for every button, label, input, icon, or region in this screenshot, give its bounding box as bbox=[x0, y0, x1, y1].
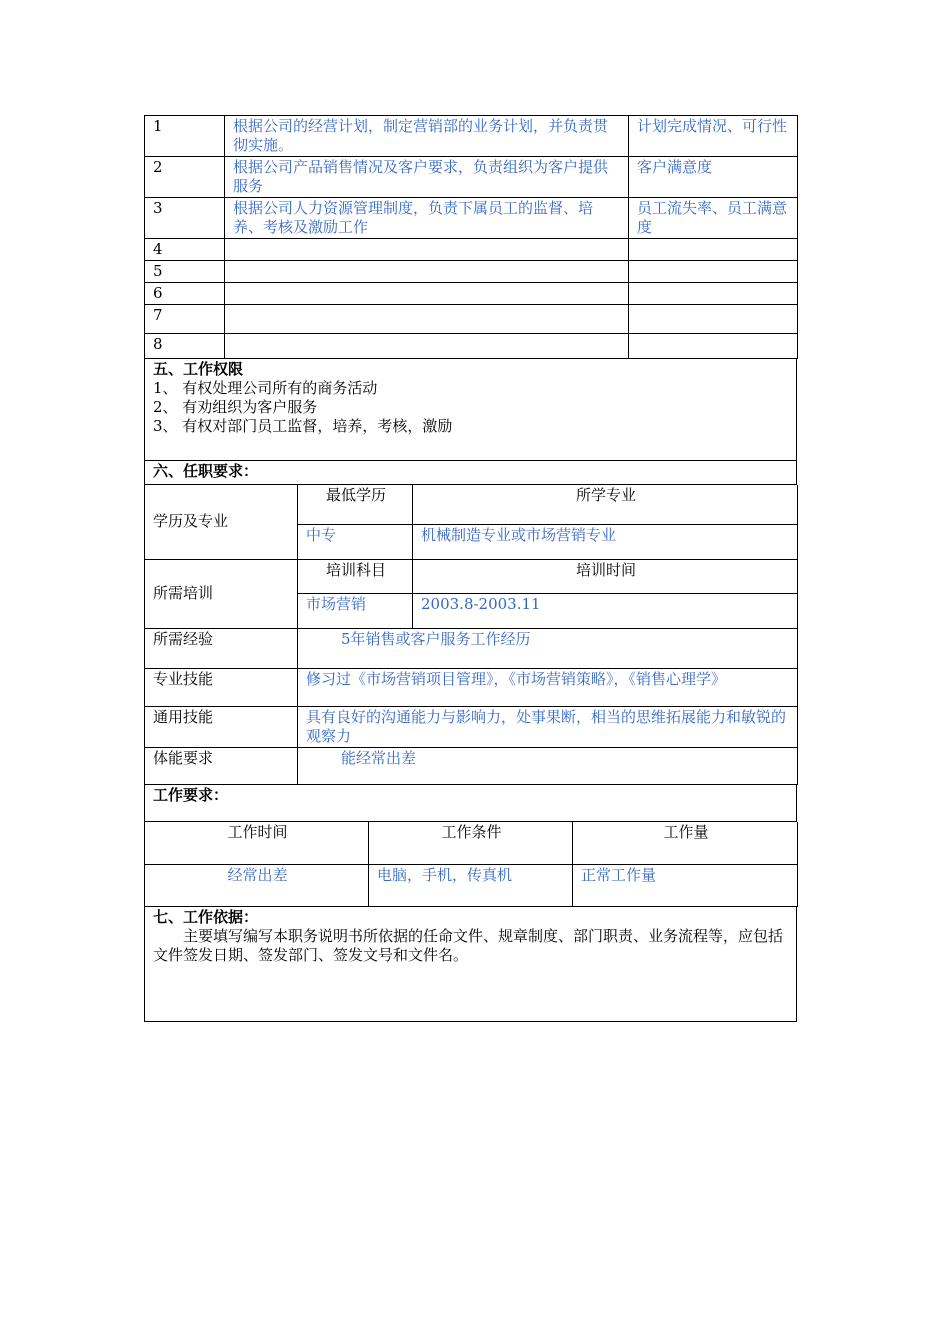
table-row bbox=[145, 283, 798, 305]
table-row bbox=[145, 668, 798, 706]
duty-content: 根据公司人力资源管理制度，负责下属员工的监督、培养、考核及激励工作 bbox=[225, 198, 629, 239]
table-row bbox=[145, 198, 798, 239]
table-row bbox=[145, 485, 798, 524]
basis-section bbox=[144, 907, 797, 1023]
duty-metric bbox=[629, 239, 798, 261]
duty-content: 根据公司产品销售情况及客户要求，负责组织为客户提供服务 bbox=[225, 157, 629, 198]
training-header-period: 培训时间 bbox=[413, 559, 798, 593]
work-requirements-title: 工作要求： bbox=[145, 785, 797, 822]
duty-content bbox=[225, 261, 629, 283]
table-row bbox=[145, 305, 798, 334]
requirements-table bbox=[144, 485, 798, 785]
duty-metric: 客户满意度 bbox=[629, 157, 798, 198]
duty-number: 1 bbox=[145, 116, 225, 157]
duty-content bbox=[225, 305, 629, 334]
table-row bbox=[145, 747, 798, 784]
authority-section bbox=[144, 359, 797, 461]
duty-number: 6 bbox=[145, 283, 225, 305]
requirements-title: 六、任职要求： bbox=[145, 461, 797, 485]
table-row bbox=[145, 239, 798, 261]
training-subject: 市场营销 bbox=[298, 593, 413, 628]
table-row bbox=[145, 116, 798, 157]
basis-text: 主要填写编写本职务说明书所依据的任命文件、规章制度、部门职责、业务流程等，应包括文件签发日期、签发部门、签发文号和文件名。 bbox=[153, 926, 784, 964]
table-row bbox=[145, 261, 798, 283]
workload-header: 工作量 bbox=[573, 822, 798, 864]
job-description-page bbox=[144, 115, 797, 1022]
authority-item: 1、 有权处理公司所有的商务活动 bbox=[153, 379, 378, 397]
work-time-header: 工作时间 bbox=[145, 822, 369, 864]
duty-number: 5 bbox=[145, 261, 225, 283]
general-skills-value: 具有良好的沟通能力与影响力，处事果断，相当的思维拓展能力和敏锐的观察力 bbox=[298, 706, 798, 747]
authority-item: 2、 有劝组织为客户服务 bbox=[153, 398, 318, 416]
requirements-title-row bbox=[144, 461, 797, 486]
work-time-value: 经常出差 bbox=[145, 864, 369, 906]
duty-number: 8 bbox=[145, 334, 225, 359]
duty-number: 2 bbox=[145, 157, 225, 198]
work-requirements-title-row bbox=[144, 785, 797, 823]
professional-skills-value: 修习过《市场营销项目管理》，《市场营销策略》，《销售心理学》 bbox=[298, 668, 798, 706]
authority-cell bbox=[145, 359, 797, 460]
training-label: 所需培训 bbox=[145, 559, 298, 628]
duty-metric bbox=[629, 283, 798, 305]
duty-metric bbox=[629, 305, 798, 334]
training-header-subject: 培训科目 bbox=[298, 559, 413, 593]
duty-content bbox=[225, 239, 629, 261]
duty-number: 7 bbox=[145, 305, 225, 334]
duty-number: 3 bbox=[145, 198, 225, 239]
physical-value: 能经常出差 bbox=[298, 747, 798, 784]
table-row bbox=[145, 628, 798, 668]
education-header-degree: 最低学历 bbox=[298, 485, 413, 524]
table-row bbox=[145, 864, 798, 906]
work-conditions-header: 工作条件 bbox=[369, 822, 573, 864]
education-label: 学历及专业 bbox=[145, 485, 298, 559]
experience-label: 所需经验 bbox=[145, 628, 298, 668]
table-row bbox=[145, 559, 798, 593]
table-row bbox=[145, 706, 798, 747]
education-header-major: 所学专业 bbox=[413, 485, 798, 524]
basis-cell bbox=[145, 907, 797, 1022]
general-skills-label: 通用技能 bbox=[145, 706, 298, 747]
basis-title: 七、工作依据： bbox=[153, 907, 259, 926]
experience-value: 5年销售或客户服务工作经历 bbox=[298, 628, 798, 668]
duty-content bbox=[225, 283, 629, 305]
duty-content bbox=[225, 334, 629, 359]
duty-metric bbox=[629, 261, 798, 283]
work-requirements-table bbox=[144, 822, 798, 907]
physical-label: 体能要求 bbox=[145, 747, 298, 784]
professional-skills-label: 专业技能 bbox=[145, 668, 298, 706]
training-period: 2003.8-2003.11 bbox=[413, 593, 798, 628]
duty-metric bbox=[629, 334, 798, 359]
table-row bbox=[145, 822, 798, 864]
duty-content: 根据公司的经营计划，制定营销部的业务计划，并负责贯彻实施。 bbox=[225, 116, 629, 157]
work-conditions-value: 电脑，手机，传真机 bbox=[369, 864, 573, 906]
table-row bbox=[145, 334, 798, 359]
duty-metric: 计划完成情况、可行性 bbox=[629, 116, 798, 157]
education-major: 机械制造专业或市场营销专业 bbox=[413, 524, 798, 559]
workload-value: 正常工作量 bbox=[573, 864, 798, 906]
table-row bbox=[145, 157, 798, 198]
duty-metric: 员工流失率、员工满意度 bbox=[629, 198, 798, 239]
authority-item: 3、 有权对部门员工监督，培养，考核，激励 bbox=[153, 417, 453, 435]
authority-title: 五、工作权限 bbox=[153, 360, 244, 378]
duty-number: 4 bbox=[145, 239, 225, 261]
education-degree: 中专 bbox=[298, 524, 413, 559]
duties-table bbox=[144, 115, 798, 359]
